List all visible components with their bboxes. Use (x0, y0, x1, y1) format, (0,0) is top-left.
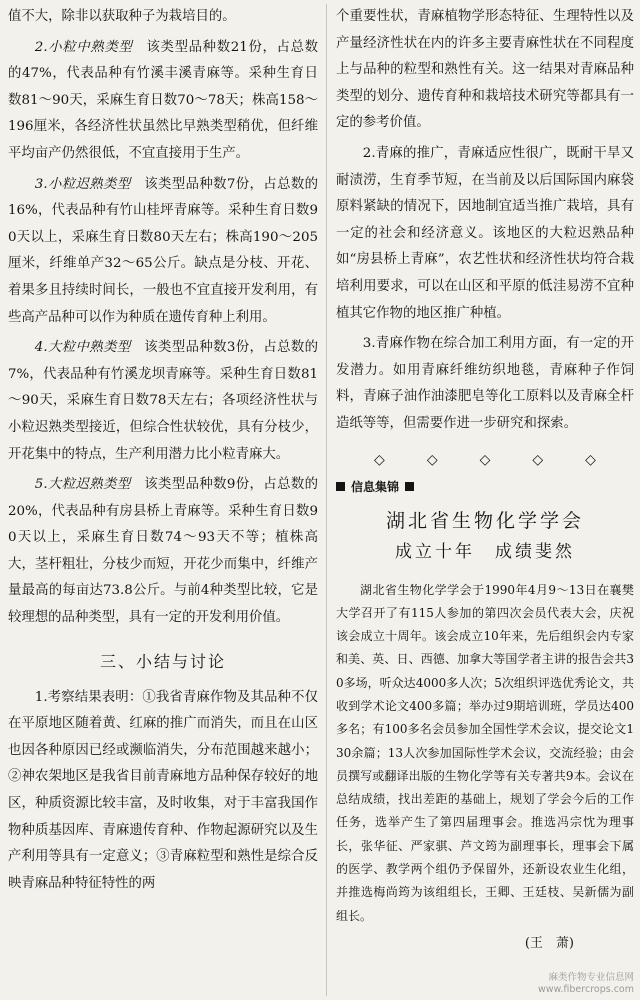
type-2-text: 该类型品种数21份，占总数的47%，代表品种有竹溪丰溪青麻等。采种生育日数81～90天，采麻生育日数70～78天；株高158～196厘米，各经济性状虽然比早熟类型稍优，但纤维平均亩产仍然很低，不宜直接用于生产。 (8, 39, 318, 161)
diamond-icon: ◇ (374, 451, 385, 468)
square-icon (405, 482, 414, 491)
type-4-paragraph (8, 335, 318, 468)
type-2-paragraph (8, 35, 318, 168)
paragraph-continued: 个重要性状，青麻植物学形态特征、生理特性以及产量经济性状在内的许多主要青麻性状在不同程度上与品种的粒型和熟性有关。这一结果对青麻品种类型的划分、遗传育种和栽培技术研究等都具有一定的参考价值。 (336, 9, 634, 131)
square-icon (336, 482, 345, 491)
diamond-icon: ◇ (426, 451, 438, 468)
news-label: 信息集锦 (351, 479, 400, 494)
type-3-text: 该类型品种数7份，占总数的16%，代表品种有竹山桂坪青麻等。采种生育日数90天以上，采麻生育日数80天左右；株高190～205厘米，纤维单产32～65公斤。缺点是分枝、开花、着果多且持续时间长，一般也不宜直接开发利用，有些高产品种可以作为种质在遗传育种上利用。 (8, 176, 318, 325)
right-column (336, 4, 634, 951)
left-column (8, 4, 318, 897)
type-4-label: 4.大粒中熟类型 (34, 340, 131, 356)
paragraph: 值不大，除非以获取种子为栽培目的。 (8, 9, 236, 24)
type-3-paragraph (8, 172, 318, 332)
summary-paragraph-3: 3.青麻作物在综合加工利用方面，有一定的开发潜力。如用青麻纤维纺织地毯，青麻种子作饲料，青麻子油作油漆肥皂等化工原料以及青麻全杆造纸等等，但需要作进一步研究和探索。 (336, 336, 634, 431)
summary-paragraph-2: 2.青麻的推广，青麻适应性很广，既耐干旱又耐渍涝，生育季节短，在当前及以后国际国内麻袋原料紧缺的情况下，因地制宜适当推广栽培，具有一定的社会和经济意义。该地区的大粒迟熟品种如“房县桥上青麻”，农艺性状和经济性状均符合栽培利用要求，可以在山区和平原的低洼易涝不宜种植其它作物的地区推广种植。 (336, 145, 634, 321)
summary-paragraph-1: 1.考察结果表明：①我省青麻作物及其品种不仅在平原地区随着黄、红麻的推广而消失，而且在山区也因各种原因已经或濒临消失，分布范围越来越小；②神农架地区是我省目前青麻地方品种保存较好的地区，种质资源比较丰富，及时收集，对于丰富我国作物种质基因库、青麻遗传育种、作物起源研究以及生产利用等具有一定意义；③青麻粒型和熟性是综合反映青麻品种特征特性的两 (8, 689, 318, 891)
type-5-label: 5.大粒迟熟类型 (34, 477, 131, 493)
type-3-label: 3.小粒迟熟类型 (34, 176, 131, 192)
article-paragraph: 湖北省生物化学学会于1990年4月9～13日在襄樊大学召开了有115人参加的第四次会员代表大会，庆祝该会成立十周年。该会成立10年来，先后组织会内专家和美、英、日、西德、加拿大等国学者主讲的报告会共30多场，听众达4000多人次；5次组织评选优秀论文，共收到学术论文400多篇；举办过9期培训班，学员达400多名；有100多名会员参加全国性学术会议，提交论文130余篇；13人次参加国际性学术会议，交流经验；由会员撰写或翻译出版的生物化学等有关专著共9本。会议在总结成绩，找出差距的基础上，规划了学会今后的工作任务，选举产生了第四届理事会。推选冯宗忱为理事长，张华征、严家骐、芦文筠为副理事长，理事会下属的医学、教学两个组仍予保留外，还新设农业生化组，并推选梅尚筠为该组组长，王卿、王廷枝、吴新儒为副组长。 (336, 582, 634, 923)
column-divider (326, 4, 327, 996)
diamond-icon: ◇ (585, 451, 596, 468)
type-2-label: 2.小粒中熟类型 (34, 39, 133, 55)
diamond-icon: ◇ (479, 451, 491, 468)
section-title: 三、小结与讨论 (99, 651, 226, 671)
type-4-text: 该类型品种数3份，占总数的7%，代表品种有竹溪龙坝青麻等。采种生育日数81～90天，采麻生育日数78天左右；各项经济性状与小粒迟熟类型接近，但综合性状较优，具有分枝少，开花集中的特点，生产利用潜力比小粒青麻大。 (8, 340, 318, 462)
type-5-paragraph (8, 472, 318, 632)
watermark-line-2: www.fibercrops.com (537, 984, 634, 995)
article-subtitle: 成立十年 成绩斐然 (395, 541, 575, 562)
article-title: 湖北省生物化学学会 (385, 509, 584, 532)
watermark-line-1: 麻类作物专业信息网 (548, 972, 634, 983)
article-signature: (王 萧) (524, 935, 574, 951)
news-section-header (336, 478, 634, 495)
article-body (336, 579, 634, 928)
type-5-text: 该类型品种数9份，占总数的20%，代表品种有房县桥上青麻等。采种生育日数90天以上，采麻生育日数74～93天不等；植株高大，茎杆粗壮，分枝少而短，开花少而集中，纤维产量最高的每亩达73.8公斤。与前4种类型比较，它是较理想的品种类型，具有一定的开发利用价值。 (8, 477, 318, 626)
watermark (538, 972, 634, 996)
ornament-row (336, 452, 634, 468)
diamond-icon: ◇ (532, 451, 544, 468)
